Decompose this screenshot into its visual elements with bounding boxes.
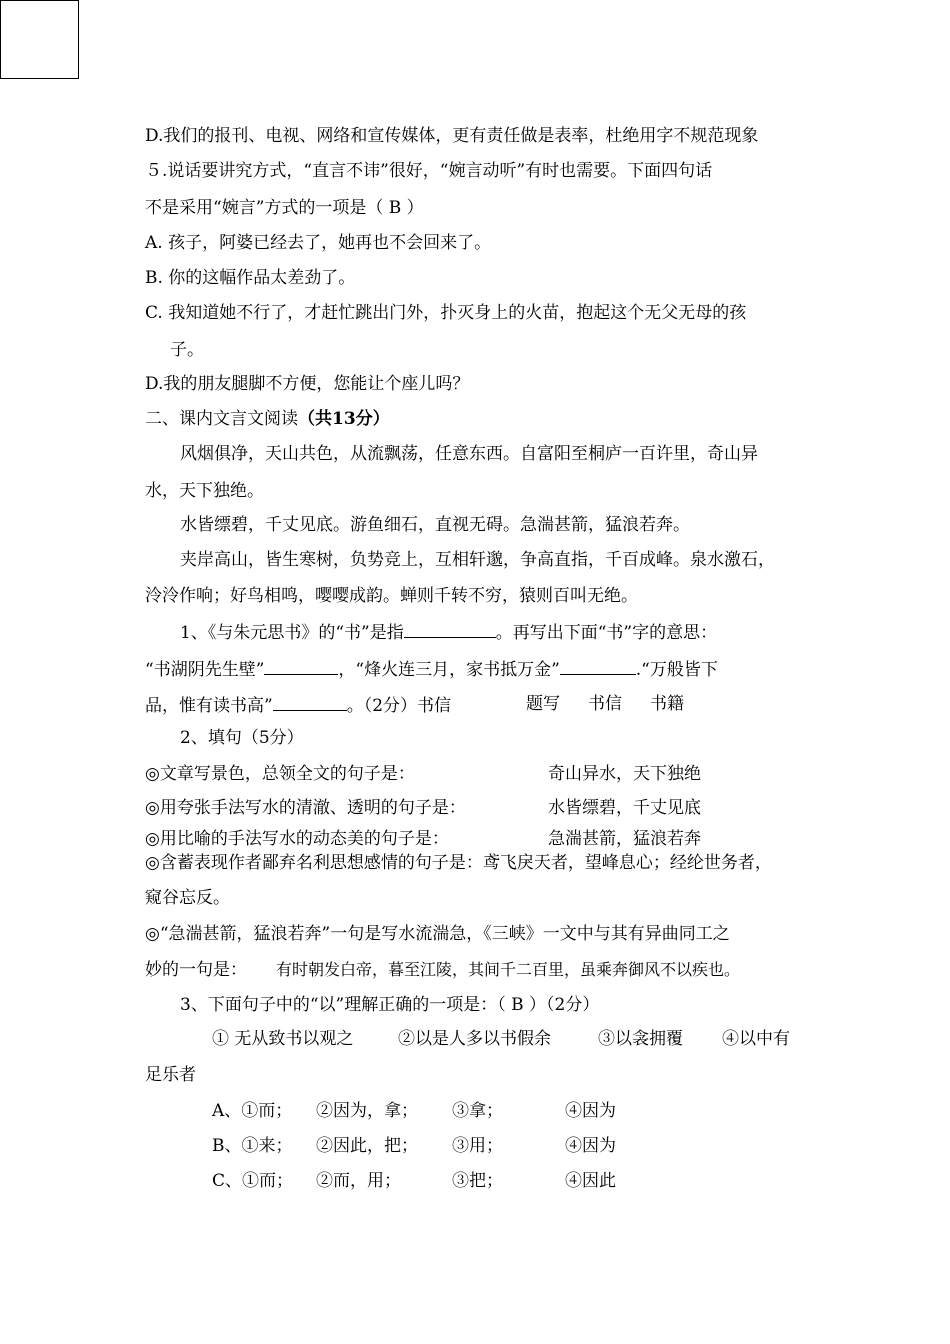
q1-line2 bbox=[145, 657, 718, 679]
q5-option-b: B. 你的这幅作品太差劲了。 bbox=[145, 268, 356, 288]
q5-option-a: A. 孩子，阿婆已经去了，她再也不会回来了。 bbox=[145, 233, 492, 253]
q3-sentence-4-cont: 足乐者 bbox=[145, 1065, 196, 1085]
q2-item3-question: ◎用比喻的手法写水的动态美的句子是： bbox=[145, 829, 449, 849]
passage-p1-line2: 水，天下独绝。 bbox=[145, 481, 264, 501]
q3-sentence-3: ③以衾拥覆 bbox=[598, 1029, 683, 1049]
q3-option-c-col3: ③把； bbox=[452, 1171, 503, 1191]
q1-answer-2: 题写 bbox=[526, 694, 560, 714]
passage-p1-line1: 风烟俱净，天山共色，从流飘荡，任意东西。自富阳至桐庐一百许里，奇山异 bbox=[180, 444, 758, 464]
q1-line2-b: ，“烽火连三月，家书抵万金” bbox=[338, 660, 560, 680]
q3-option-a-col3: ③拿； bbox=[452, 1101, 503, 1121]
section2-heading-score: （共13分） bbox=[298, 409, 390, 429]
q3-option-a-col2: ②因为，拿； bbox=[316, 1101, 418, 1121]
q3-option-c-col4: ④因此 bbox=[565, 1171, 616, 1191]
q1-blank-1[interactable] bbox=[404, 620, 496, 638]
q2-item2-question: ◎用夸张手法写水的清澈、透明的句子是： bbox=[145, 798, 466, 818]
q5-option-c-line2: 子。 bbox=[170, 340, 204, 360]
q1-line3-a: 品，惟有读书高” bbox=[145, 696, 273, 716]
q1-line3 bbox=[145, 693, 451, 715]
q2-item5-question: 妙的一句是： bbox=[145, 960, 247, 980]
q2-item5-line1: ◎“急湍甚箭，猛浪若奔”一句是写水流湍急，《三峡》一文中与其有异曲同工之 bbox=[145, 924, 730, 944]
q1-blank-2[interactable] bbox=[264, 657, 338, 675]
q1-answer-3: 书信 bbox=[588, 694, 622, 714]
q5-stem-line1: ５.说话要讲究方式，“直言不讳”很好，“婉言动听”有时也需要。下面四句话 bbox=[145, 161, 713, 181]
passage-p3-line1: 夹岸高山，皆生寒树，负势竞上，互相轩邈，争高直指，千百成峰。泉水激石， bbox=[180, 550, 775, 570]
q5-stem-line2: 不是采用“婉言”方式的一项是（ B ） bbox=[145, 198, 424, 218]
passage-p2: 水皆缥碧，千丈见底。游鱼细石，直视无碍。急湍甚箭，猛浪若奔。 bbox=[180, 515, 690, 535]
q3-option-b-col3: ③用； bbox=[452, 1136, 503, 1156]
q3-option-b-col1: B、①来； bbox=[212, 1136, 293, 1156]
q1-line2-a: “书湖阴先生壁” bbox=[145, 660, 265, 680]
q2-title: 2、填句（5分） bbox=[180, 728, 304, 748]
q3-sentence-2: ②以是人多以书假余 bbox=[398, 1029, 551, 1049]
q2-item3-answer: 急湍甚箭，猛浪若奔 bbox=[548, 829, 701, 849]
q3-option-b-col2: ②因此，把； bbox=[316, 1136, 418, 1156]
q2-item1-question: ◎文章写景色，总领全文的句子是： bbox=[145, 764, 415, 784]
q1-line1 bbox=[180, 620, 717, 642]
q3-sentence-4: ④以中有 bbox=[722, 1029, 790, 1049]
q3-option-a-col1: A、①而； bbox=[212, 1101, 293, 1121]
q1-text-b: 。再写出下面“书”字的意思： bbox=[495, 623, 718, 643]
q5-option-d: D.我的朋友腿脚不方便，您能让个座儿吗？ bbox=[145, 374, 470, 394]
q2-item2-answer: 水皆缥碧，千丈见底 bbox=[548, 798, 701, 818]
section2-heading bbox=[145, 408, 390, 430]
passage-p3-line2: 泠泠作响；好鸟相鸣，嘤嘤成韵。蝉则千转不穷，猿则百叫无绝。 bbox=[145, 586, 638, 606]
corner-box bbox=[0, 0, 79, 79]
q3-option-c-col2: ②而，用； bbox=[316, 1171, 401, 1191]
q1-line2-c: .“万般皆下 bbox=[635, 660, 718, 680]
q3-title: 3、下面句子中的“以”理解正确的一项是：（ B ）（2分） bbox=[180, 995, 600, 1015]
q2-item1-answer: 奇山异水，天下独绝 bbox=[548, 764, 701, 784]
q4-option-d: D.我们的报刊、电视、网络和宣传媒体，更有责任做是表率，杜绝用字不规范现象 bbox=[145, 126, 759, 146]
q5-option-c-line1: C. 我知道她不行了，才赶忙跳出门外，扑灭身上的火苗，抱起这个无父无母的孩 bbox=[145, 303, 747, 323]
q1-line3-b: 。（2分）书信 bbox=[346, 696, 452, 716]
q3-option-b-col4: ④因为 bbox=[565, 1136, 616, 1156]
q1-blank-3[interactable] bbox=[560, 657, 636, 675]
q1-answer-4: 书籍 bbox=[650, 694, 684, 714]
q1-text-a: 1、《与朱元思书》的“书”是指 bbox=[180, 623, 404, 643]
q2-item4-line1: ◎含蓄表现作者鄙弃名利思想感情的句子是：鸢飞戾天者，望峰息心；经纶世务者， bbox=[145, 853, 772, 873]
q1-blank-4[interactable] bbox=[273, 693, 347, 711]
q3-option-c-col1: C、①而； bbox=[212, 1171, 294, 1191]
q2-item5-answer: 有时朝发白帝，暮至江陵，其间千二百里，虽乘奔御风不以疾也。 bbox=[276, 960, 741, 979]
q3-option-a-col4: ④因为 bbox=[565, 1101, 616, 1121]
section2-heading-prefix: 二、课内文言文阅读 bbox=[145, 409, 298, 429]
q2-item4-line2: 窥谷忘反。 bbox=[145, 888, 230, 908]
q2-item5-line2 bbox=[145, 959, 247, 981]
q3-sentence-1: ① 无从致书以观之 bbox=[212, 1029, 354, 1049]
